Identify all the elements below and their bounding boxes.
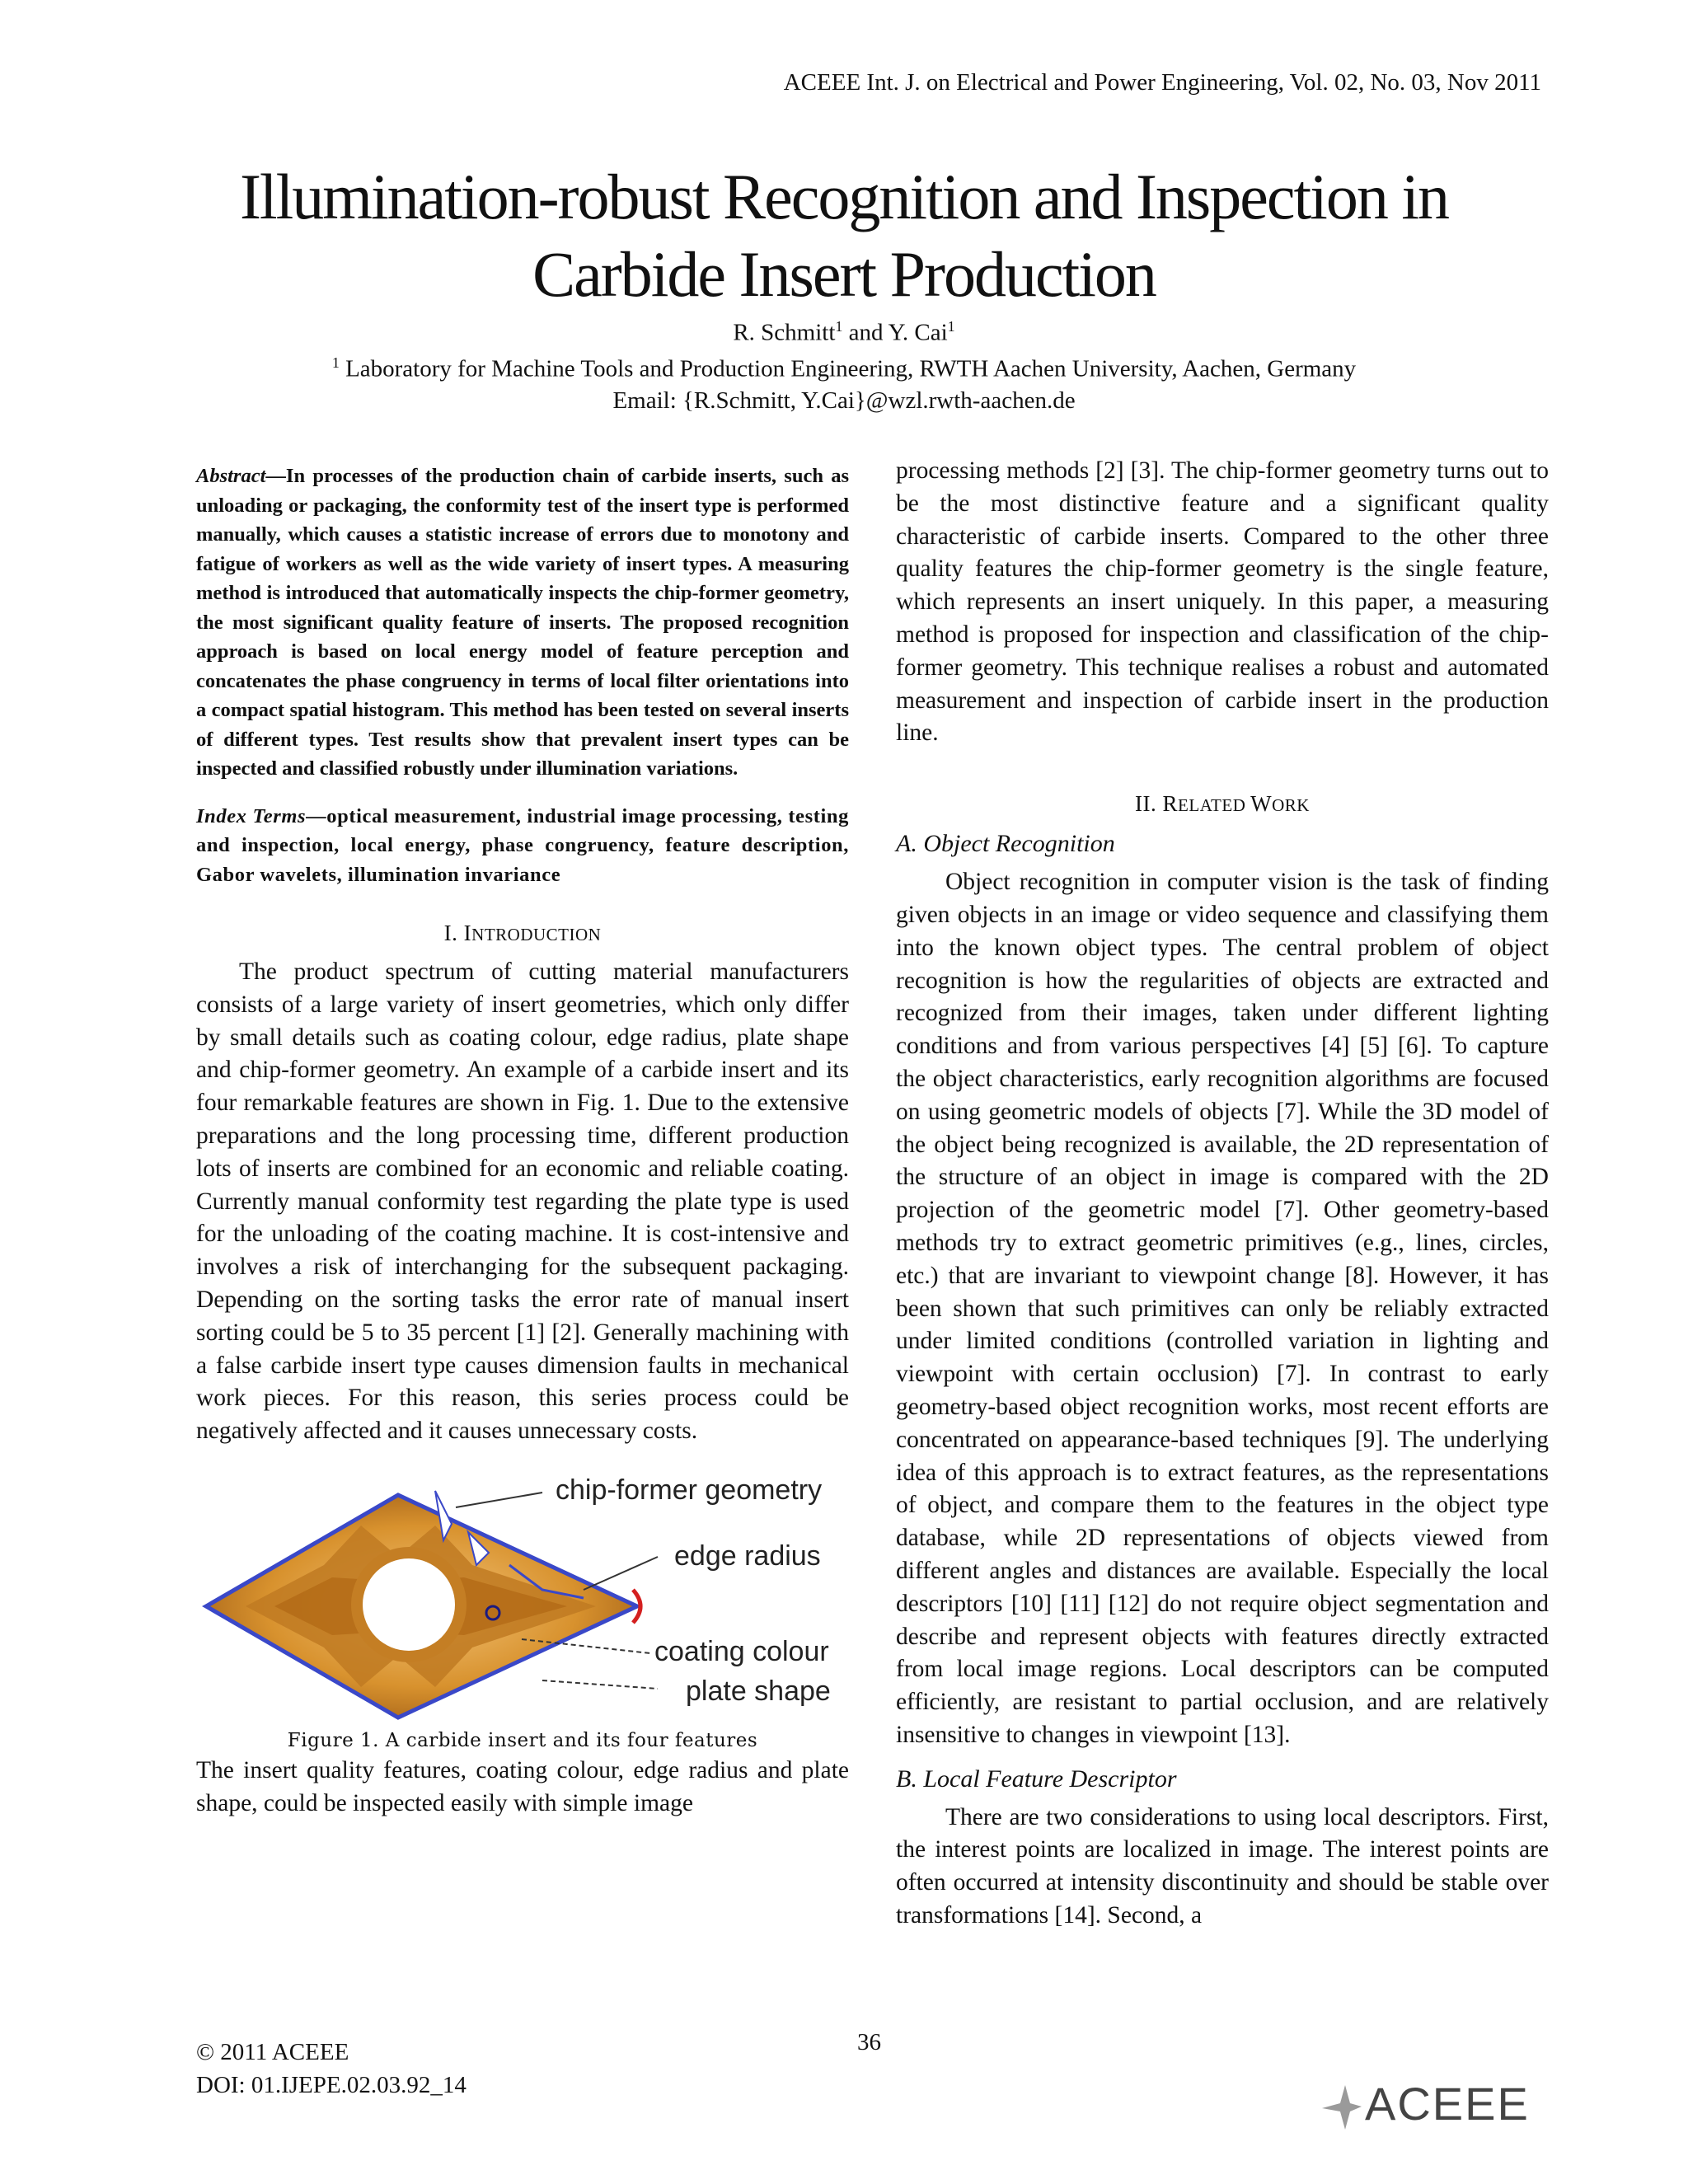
- running-head: ACEEE Int. J. on Electrical and Power Engineering, Vol. 02, No. 03, Nov 2011: [783, 69, 1541, 96]
- local-feature-paragraph: There are two considerations to using local descriptors. First, the interest points are localized in image. The interest points are often occurred at intensity discontinuity and should be stable over transformations [14]. Second, a: [896, 1803, 1549, 1929]
- object-recognition-paragraph: Object recognition in computer vision is the task of finding given objects in an image or video sequence and classifying them into the known object types. The central problem of object recognition is how the regularities of objects are extracted and recognized from their images, taken under different lighting conditions and from various perspectives [4] [5] [6]. To capture the object characteristics, early recognition algorithms are focused on using geometric models of objects [7]. While the 3D model of the object being recognized is available, the 2D representation of the structure of an object in image is compared with the 2D projection of the geometric model [7]. Other geometry-based methods try to extract geometric primitives (e.g., lines, circles, etc.) that are invariant to viewpoint change [8]. However, it has been shown that such primitives can only be reliably extracted under limited conditions (controlled variation in lighting and viewpoint with certain occlusion) [7]. In contrast to early geometry-based object recognition works, most recent efforts are concentrated on appearance-based techniques [9]. The underlying idea of this approach is to extract features, as the representations of object, and compare them to the features in the object type database, while 2D representations of objects viewed from different angles and distances are available. Especially the local descriptors [10] [11] [12] do not require object segmentation and describe and represent objects with features directly extracted from local image regions. Local descriptors can be computed efficiently, are resistant to partial occlusion, and are relatively insensitive to changes in viewpoint [13].: [896, 869, 1549, 1748]
- section-numeral: I.: [443, 921, 464, 945]
- section-heading-related-work: [896, 791, 1549, 817]
- intro-paragraph: The product spectrum of cutting material manufacturers consists of a large variety of insert geometries, which only differ by small details such as coating colour, edge radius, plate shape and chip-former geometry. An example of a carbide insert and its four remarkable features are shown in Fig. 1. Due to the extensive preparations and the long processing time, different production lots of inserts are combined for an economic and reliable coating. Currently manual conformity test regarding the plate type is used for the unloading of the coating machine. It is cost-intensive and involves a risk of interchanging for the subsequent packaging. Depending on the sorting tasks the error rate of manual insert sorting could be 5 to 35 percent [1] [2]. Generally machining with a false carbide insert type causes dimension faults in mechanical work pieces. For this reason, this series process could be negatively affected and it causes unnecessary costs.: [196, 958, 849, 1445]
- continued-paragraph: processing methods [2] [3]. The chip-former geometry turns out to be the most distinctive feature and a significant quality characteristic of carbide inserts. Compared to the other three quality features the chip-former geometry is the single feature, which represents an insert uniquely. In this paper, a measuring method is proposed for inspection and classification of the chip-former geometry. This technique realises a robust and automated measurement and inspection of carbide insert in the production line.: [896, 457, 1549, 747]
- left-column: [196, 462, 849, 1821]
- author-2-sup: 1: [947, 318, 955, 335]
- copyright: © 2011 ACEEE: [196, 2039, 349, 2065]
- index-terms-label: Index Terms: [196, 804, 307, 827]
- logo-text: ACEEE: [1365, 2078, 1530, 2130]
- right-column: [896, 455, 1549, 1933]
- author-2: and Y. Cai: [842, 319, 948, 346]
- figure-1: [196, 1474, 849, 1722]
- index-terms: [196, 802, 849, 890]
- label-coating-colour: coating colour: [651, 1636, 832, 1668]
- section2-numeral: II.: [1135, 791, 1163, 817]
- section2-r: R: [1162, 791, 1179, 817]
- section-rest: NTRODUCTION: [471, 925, 602, 944]
- figure-1-caption: Figure 1. A carbide insert and its four features: [287, 1729, 758, 1751]
- doi: DOI: 01.IJEPE.02.03.92_14: [196, 2072, 467, 2098]
- authors: [165, 318, 1523, 347]
- section-heading-introduction: [196, 921, 849, 946]
- affiliation: [165, 354, 1523, 383]
- page-number: 36: [857, 2029, 881, 2055]
- paper-title: [165, 158, 1523, 313]
- center-hole: [363, 1558, 455, 1651]
- logo-star-icon: [1317, 2082, 1363, 2135]
- aceee-logo: [1317, 2077, 1548, 2135]
- abstract: [196, 462, 849, 784]
- author-1-sup: 1: [835, 318, 843, 335]
- intro-paragraph-2: The insert quality features, coating colour, edge radius and plate shape, could be inspected easily with simple image: [196, 1756, 849, 1816]
- index-terms-text: —optical measurement, industrial image processing, testing and inspection, local energy, phase congruency, feature description, Gabor wavelets, illumination invariance: [196, 804, 849, 886]
- author-1: R. Schmitt: [733, 319, 836, 346]
- section-first-letter: I: [463, 921, 472, 945]
- section2-w: W: [1250, 791, 1273, 817]
- section2-elated: ELATED: [1178, 795, 1251, 816]
- section2-ork: ORK: [1272, 795, 1310, 816]
- affiliation-sup: 1: [331, 354, 340, 371]
- title-line-1: Illumination-robust Recognition and Inspection in: [239, 161, 1449, 232]
- leader-edge-radius: [584, 1557, 658, 1590]
- affiliation-text: Laboratory for Machine Tools and Production Engineering, RWTH Aachen University, Aachen, Germany: [339, 355, 1357, 382]
- leader-chip-former: [456, 1493, 542, 1507]
- subsection-local-feature-descriptor: B. Local Feature Descriptor: [896, 1765, 1177, 1793]
- abstract-text: —In processes of the production chain of carbide inserts, such as unloading or packaging, the conformity test of the insert type is performed manually, which causes a statistic increase of errors due to monotony and fatigue of workers as well as the wide variety of insert types. A measuring method is introduced that automatically inspects the chip-former geometry, the most significant quality feature of inserts. The proposed recognition approach is based on local energy model of feature perception and concatenates the phase congruency in terms of local filter orientations into a compact spatial histogram. This method has been tested on several inserts of different types. Test results show that prevalent insert types can be inspected and classified robustly under illumination variations.: [196, 465, 849, 780]
- footer-left: [196, 2036, 467, 2102]
- leader-plate-shape: [542, 1680, 658, 1689]
- subsection-object-recognition: A. Object Recognition: [896, 830, 1115, 858]
- label-chip-former: chip-former geometry: [552, 1474, 825, 1507]
- abstract-label: Abstract: [196, 465, 266, 487]
- label-plate-shape: plate shape: [682, 1675, 834, 1708]
- title-line-2: Carbide Insert Production: [532, 238, 1156, 310]
- label-edge-radius: edge radius: [671, 1540, 824, 1572]
- email-line: Email: {R.Schmitt, Y.Cai}@wzl.rwth-aachen.de: [612, 387, 1076, 414]
